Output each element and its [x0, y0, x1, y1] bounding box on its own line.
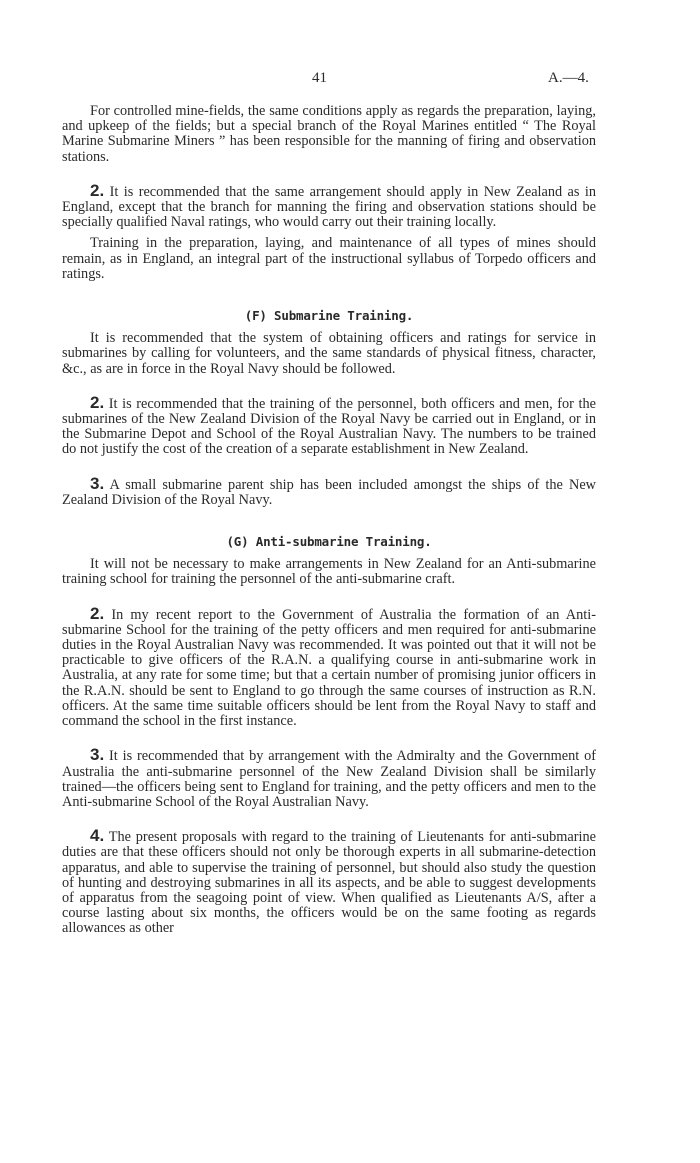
paragraph-number: 3.	[90, 473, 105, 493]
numbered-paragraph	[62, 180, 597, 231]
paragraph-text: It is recommended that the same arrangement should apply in New Zealand as in England, except that the branch for manning the firing and observation stations should be specially qualified Naval ratings, who would carry out their training locally.	[62, 183, 597, 231]
numbered-paragraph	[62, 603, 596, 730]
document-reference: A.—4.	[548, 70, 589, 86]
paragraph-text: The present proposals with regard to the training of Lieutenants for anti-submarine duties are that these officers should not only be thorough experts in all submarine-detection apparatus, and able to supervise the training of personnel, but should also study the question of hunting and destroying submarines in all its aspects, and be able to suggest developments of apparatus from the seagoing point of view. When qualified as Lieutenants A/S, after a course lasting about six months, the officers would be on the same footing as regards allowances as other	[62, 829, 596, 937]
paragraph: For controlled mine-fields, the same conditions apply as regards the preparation, laying, and upkeep of the fields; but a special branch of the Royal Marines entitled “ The Royal Marine Submarine Miners ” has been responsible for the manning of firing and observation stations.	[62, 103, 596, 165]
paragraph: It will not be necessary to make arrangements in New Zealand for an Anti-submarine training school for training the personnel of the anti-submarine craft.	[62, 556, 596, 588]
paragraph-number: 4.	[90, 826, 105, 846]
paragraph-number: 2.	[90, 392, 105, 412]
paragraph: Training in the preparation, laying, and maintenance of all types of mines should remain, as in England, an integral part of the instructional syllabus of Torpedo officers and ratings.	[62, 235, 596, 282]
paragraph-text: It is recommended that the training of the personnel, both officers and men, for the submarines of the New Zealand Division of the Royal Navy be carried out in England, or in the Submarine Depot and School of the Royal Australian Navy. The numbers to be trained do not justify the cost of the creation of a separate establishment in New Zealand.	[62, 395, 596, 458]
paragraph-text: In my recent report to the Government of Australia the formation of an Anti-submarine School for the training of the petty officers and men required for anti-submarine duties in the Royal Australian Navy was recommended. It was pointed out that it will not be practicable to give officers of the R.A.N. a qualifying course in anti-submarine work in Australia, at any rate for some time; but that a certain number of promising junior officers in the R.A.N. should be sent to England to go through the same courses of instruction as R.N. officers. At the same time suitable officers should be lent from the Royal Navy to staff and command the school in the first instance.	[62, 606, 596, 730]
numbered-paragraph	[62, 473, 596, 508]
section-heading: (G) Anti-submarine Training.	[226, 534, 432, 550]
paragraph-number: 2.	[90, 603, 105, 623]
paragraph-number: 2.	[90, 180, 105, 200]
paragraph: It is recommended that the system of obtaining officers and ratings for service in submarines by calling for volunteers, and the same standards of physical fitness, character, &c., as are in force in the Royal Navy should be followed.	[62, 330, 596, 377]
paragraph-text: It is recommended that by arrangement with the Admiralty and the Government of Australia the anti-submarine personnel of the New Zealand Division shall be similarly trained—the officers being sent to England for training, and the petty officers and men to the Anti-submarine School of the Royal Australian Navy.	[62, 748, 596, 810]
body-text	[62, 104, 596, 937]
section-heading: (F) Submarine Training.	[244, 308, 414, 324]
numbered-paragraph	[62, 828, 596, 936]
paragraph-text: A small submarine parent ship has been included amongst the ships of the New Zealand Division of the Royal Navy.	[62, 476, 596, 508]
page-number: 41	[312, 70, 327, 86]
numbered-paragraph	[62, 392, 596, 458]
paragraph-number: 3.	[90, 745, 105, 765]
numbered-paragraph	[62, 747, 596, 810]
